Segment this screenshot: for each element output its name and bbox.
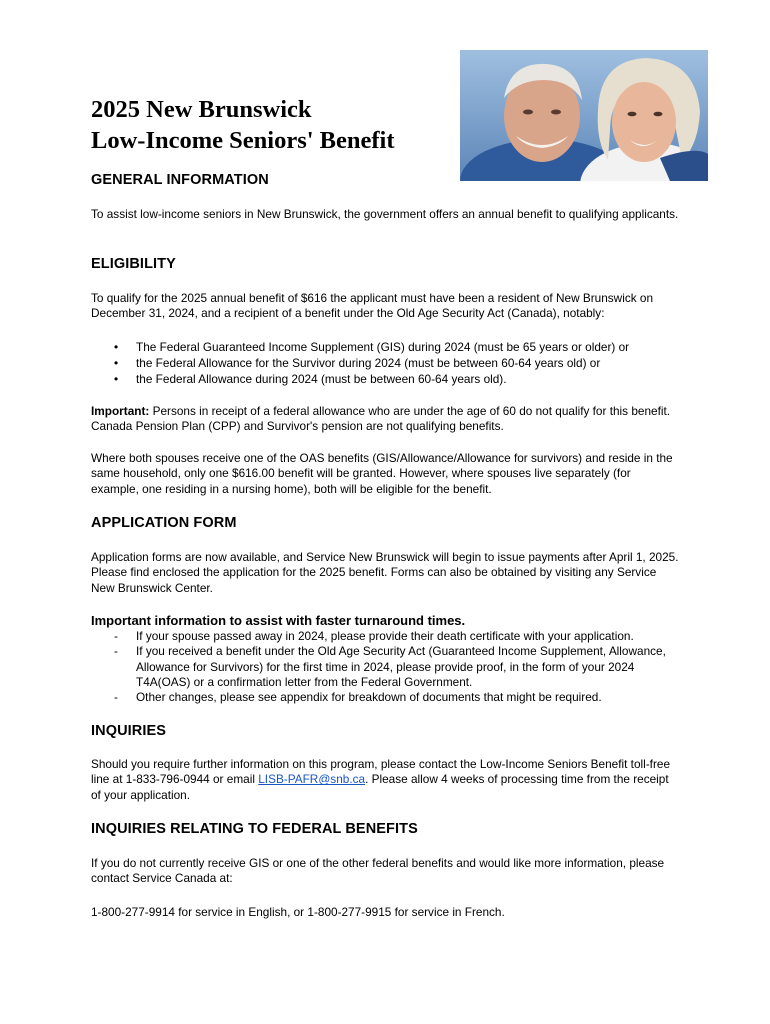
general-text: To assist low-income seniors in New Brunswick, the government offers an annual benefit to qualifying applicants. bbox=[91, 207, 679, 221]
turnaround-list bbox=[91, 629, 681, 705]
eligibility-heading: ELIGIBILITY bbox=[91, 256, 176, 272]
federal-phones: 1-800-277-9914 for service in English, or 1-800-277-9915 for service in French. bbox=[91, 905, 505, 919]
email-link[interactable]: LISB-PAFR@snb.ca bbox=[258, 772, 366, 787]
list-item: • the Federal Allowance during 2024 (must be between 60-64 years old). bbox=[114, 372, 507, 387]
seniors-couple-photo bbox=[460, 50, 708, 181]
general-heading: GENERAL INFORMATION bbox=[91, 172, 269, 188]
important-label: Important: bbox=[91, 404, 150, 418]
bullet-icon: • bbox=[114, 340, 119, 354]
turnaround-subheading: Important information to assist with faster turnaround times. bbox=[91, 613, 466, 628]
eligibility-intro: To qualify for the 2025 annual benefit of $616 the applicant must have been a resident of New Brunswick on December 31, 2024, and a recipient of a benefit under the Old Age Security Act (Canada), notably: bbox=[91, 291, 654, 321]
bullet-icon: • bbox=[114, 356, 119, 371]
important-note: Important: Persons in receipt of a federal allowance who are under the age of 60 do not qualify for this benefit. Canada Pension Plan (CPP) and Survivor's pension are not qualifying benefits. bbox=[91, 404, 671, 434]
title-line-1: 2025 New Brunswick bbox=[91, 96, 312, 123]
list-item: • The Federal Guaranteed Income Supplement (GIS) during 2024 (must be 65 years or older) or bbox=[114, 340, 630, 354]
list-item: - If your spouse passed away in 2024, please provide their death certificate with your application. bbox=[114, 629, 634, 643]
federal-text: If you do not currently receive GIS or one of the other federal benefits and would like more information, please contact Service Canada at: bbox=[91, 856, 665, 886]
inquiries-text: Should you require further information on this program, please contact the Low-Income Seniors Benefit toll-free line at 1-833-796-0944 or email LISB-PAFR@snb.ca. Please allow 4 weeks of processing time from the receipt of your application. bbox=[91, 757, 671, 802]
page-title bbox=[91, 94, 451, 156]
bullet-icon: • bbox=[114, 372, 119, 387]
eligibility-bullet-list bbox=[91, 339, 681, 388]
photo-illustration bbox=[460, 50, 708, 181]
federal-heading: INQUIRIES RELATING TO FEDERAL BENEFITS bbox=[91, 821, 418, 837]
list-item: - Other changes, please see appendix for breakdown of documents that might be required. bbox=[114, 690, 602, 705]
inquiries-heading: INQUIRIES bbox=[91, 723, 167, 739]
application-heading: APPLICATION FORM bbox=[91, 515, 237, 531]
list-item: - If you received a benefit under the Old Age Security Act (Guaranteed Income Supplement, Allowance, Allowance for Survivors) for the first time in 2024, please provide proof, in the form of your 2024 T4A(OAS) or a confirmation letter from the Federal Government. bbox=[114, 644, 666, 689]
spouses-text: Where both spouses receive one of the OAS benefits (GIS/Allowance/Allowance for survivors) and reside in the same household, only one $616.00 benefit will be granted. However, where spouses live separately (for example, one residing in a nursing home), both will be eligible for the benefit. bbox=[91, 451, 673, 496]
list-item: • the Federal Allowance for the Survivor during 2024 (must be between 60-64 years old) or bbox=[114, 356, 601, 371]
application-text: Application forms are now available, and Service New Brunswick will begin to issue payments after April 1, 2025. Please find enclosed the application for the 2025 benefit. Forms can also be obtained by visiting any Service New Brunswick Center. bbox=[91, 550, 679, 595]
title-line-2: Low-Income Seniors' Benefit bbox=[91, 127, 395, 154]
